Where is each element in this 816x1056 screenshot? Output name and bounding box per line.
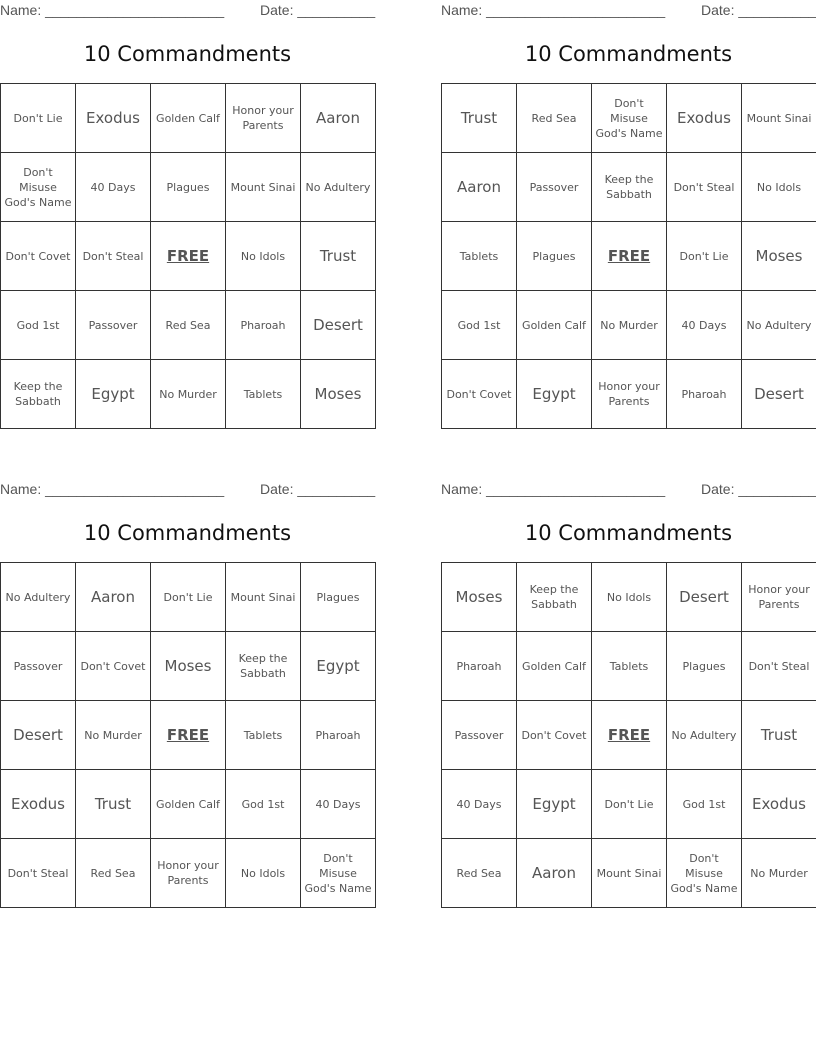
bingo-cell: Mount Sinai — [226, 563, 301, 632]
bingo-cell: Exodus — [1, 770, 76, 839]
bingo-cell: God 1st — [442, 291, 517, 360]
bingo-cell: No Murder — [742, 839, 816, 908]
bingo-cell: Desert — [742, 360, 816, 429]
bingo-cell: No Idols — [226, 222, 301, 291]
bingo-cell: Passover — [517, 153, 592, 222]
bingo-cell: Red Sea — [151, 291, 226, 360]
bingo-row — [1, 360, 376, 429]
bingo-cell: Exodus — [742, 770, 816, 839]
bingo-cell: No Adultery — [667, 701, 742, 770]
bingo-cell: Don't Misuse God's Name — [301, 839, 376, 908]
card-title: 10 Commandments — [524, 521, 733, 545]
name-field-label: Name: _______________________ — [441, 2, 666, 18]
bingo-row — [1, 770, 376, 839]
bingo-cell: Tablets — [226, 360, 301, 429]
bingo-cell: No Adultery — [301, 153, 376, 222]
bingo-cell: Red Sea — [517, 84, 592, 153]
free-space-cell: FREE — [151, 701, 226, 770]
free-space-cell: FREE — [592, 701, 667, 770]
bingo-cell: Don't Steal — [742, 632, 816, 701]
bingo-cell: Red Sea — [76, 839, 151, 908]
bingo-cell: Trust — [742, 701, 816, 770]
bingo-cell: Plagues — [151, 153, 226, 222]
bingo-cell: Golden Calf — [517, 291, 592, 360]
bingo-cell: Plagues — [517, 222, 592, 291]
bingo-cell: Moses — [301, 360, 376, 429]
bingo-row — [1, 222, 376, 291]
bingo-cell: 40 Days — [76, 153, 151, 222]
bingo-row — [442, 701, 816, 770]
bingo-cell: Exodus — [76, 84, 151, 153]
date-field-label: Date: __________ — [260, 481, 376, 497]
bingo-cell: Pharoah — [226, 291, 301, 360]
bingo-cell: Pharoah — [442, 632, 517, 701]
bingo-cell: Tablets — [592, 632, 667, 701]
name-field-label: Name: _______________________ — [0, 481, 225, 497]
bingo-row — [442, 632, 816, 701]
bingo-cell: Passover — [442, 701, 517, 770]
bingo-cell: Egypt — [301, 632, 376, 701]
bingo-row — [1, 153, 376, 222]
bingo-cell: No Murder — [592, 291, 667, 360]
bingo-cell: Golden Calf — [517, 632, 592, 701]
bingo-row — [1, 84, 376, 153]
card-title: 10 Commandments — [83, 42, 292, 66]
bingo-cell: Don't Misuse God's Name — [667, 839, 742, 908]
bingo-row — [1, 632, 376, 701]
bingo-row — [1, 563, 376, 632]
bingo-cell: Plagues — [301, 563, 376, 632]
bingo-cell: Don't Lie — [667, 222, 742, 291]
bingo-cell: Moses — [742, 222, 816, 291]
date-field-label: Date: __________ — [260, 2, 376, 18]
bingo-cell: Golden Calf — [151, 84, 226, 153]
bingo-cell: Mount Sinai — [592, 839, 667, 908]
bingo-cell: Tablets — [226, 701, 301, 770]
bingo-row — [442, 222, 816, 291]
bingo-row — [442, 360, 816, 429]
date-field-label: Date: __________ — [701, 2, 816, 18]
bingo-cell: Don't Lie — [592, 770, 667, 839]
bingo-cell: Keep the Sabbath — [592, 153, 667, 222]
bingo-cell: No Idols — [742, 153, 816, 222]
bingo-cell: Pharoah — [667, 360, 742, 429]
bingo-cell: God 1st — [1, 291, 76, 360]
bingo-cell: No Adultery — [1, 563, 76, 632]
bingo-cell: God 1st — [226, 770, 301, 839]
bingo-cell: Passover — [76, 291, 151, 360]
bingo-row — [442, 84, 816, 153]
card-title: 10 Commandments — [83, 521, 292, 545]
free-space-cell: FREE — [592, 222, 667, 291]
name-field-label: Name: _______________________ — [0, 2, 225, 18]
name-date-line — [0, 479, 375, 499]
bingo-cell: Don't Covet — [76, 632, 151, 701]
bingo-cell: Honor your Parents — [151, 839, 226, 908]
bingo-cell: Aaron — [76, 563, 151, 632]
bingo-cell: Aaron — [442, 153, 517, 222]
bingo-cell: Keep the Sabbath — [226, 632, 301, 701]
bingo-cell: Don't Covet — [442, 360, 517, 429]
bingo-cell: Aaron — [301, 84, 376, 153]
bingo-cell: Passover — [1, 632, 76, 701]
free-space-cell: FREE — [151, 222, 226, 291]
bingo-cell: Plagues — [667, 632, 742, 701]
bingo-cell: Egypt — [517, 770, 592, 839]
bingo-cell: Moses — [151, 632, 226, 701]
bingo-cell: Don't Steal — [76, 222, 151, 291]
bingo-cell: 40 Days — [442, 770, 517, 839]
bingo-cell: Don't Steal — [667, 153, 742, 222]
bingo-grid — [0, 83, 376, 429]
bingo-cell: Egypt — [517, 360, 592, 429]
bingo-cell: Desert — [1, 701, 76, 770]
date-field-label: Date: __________ — [701, 481, 816, 497]
bingo-row — [442, 770, 816, 839]
bingo-cell: Moses — [442, 563, 517, 632]
bingo-row — [442, 153, 816, 222]
bingo-cell: Mount Sinai — [226, 153, 301, 222]
bingo-cell: Honor your Parents — [592, 360, 667, 429]
bingo-cell: Golden Calf — [151, 770, 226, 839]
bingo-grid — [441, 83, 816, 429]
bingo-cell: Don't Misuse God's Name — [1, 153, 76, 222]
card-title: 10 Commandments — [524, 42, 733, 66]
bingo-cell: Pharoah — [301, 701, 376, 770]
bingo-cell: Egypt — [76, 360, 151, 429]
bingo-row — [1, 839, 376, 908]
bingo-cell: Keep the Sabbath — [1, 360, 76, 429]
bingo-grid — [0, 562, 376, 908]
bingo-cell: Trust — [76, 770, 151, 839]
bingo-cell: Keep the Sabbath — [517, 563, 592, 632]
bingo-cell: Red Sea — [442, 839, 517, 908]
bingo-row — [442, 839, 816, 908]
bingo-cell: Don't Misuse God's Name — [592, 84, 667, 153]
bingo-cell: No Idols — [226, 839, 301, 908]
bingo-cell: Tablets — [442, 222, 517, 291]
name-date-line — [441, 0, 816, 20]
bingo-cell: 40 Days — [301, 770, 376, 839]
bingo-cell: Don't Steal — [1, 839, 76, 908]
bingo-cell: God 1st — [667, 770, 742, 839]
bingo-cell: Aaron — [517, 839, 592, 908]
bingo-cell: No Adultery — [742, 291, 816, 360]
bingo-cell: No Murder — [151, 360, 226, 429]
bingo-cell: No Idols — [592, 563, 667, 632]
bingo-row — [442, 563, 816, 632]
bingo-cell: Don't Lie — [1, 84, 76, 153]
bingo-cell: Desert — [667, 563, 742, 632]
bingo-cell: No Murder — [76, 701, 151, 770]
bingo-cell: Don't Covet — [1, 222, 76, 291]
name-date-line — [441, 479, 816, 499]
bingo-cell: Trust — [301, 222, 376, 291]
bingo-cell: Honor your Parents — [742, 563, 816, 632]
bingo-cell: Don't Lie — [151, 563, 226, 632]
bingo-cell: 40 Days — [667, 291, 742, 360]
bingo-row — [1, 291, 376, 360]
bingo-cell: Don't Covet — [517, 701, 592, 770]
name-date-line — [0, 0, 375, 20]
bingo-cell: Exodus — [667, 84, 742, 153]
name-field-label: Name: _______________________ — [441, 481, 666, 497]
bingo-row — [1, 701, 376, 770]
bingo-cell: Desert — [301, 291, 376, 360]
bingo-row — [442, 291, 816, 360]
bingo-grid — [441, 562, 816, 908]
bingo-cell: Honor your Parents — [226, 84, 301, 153]
bingo-cell: Trust — [442, 84, 517, 153]
bingo-cell: Mount Sinai — [742, 84, 816, 153]
